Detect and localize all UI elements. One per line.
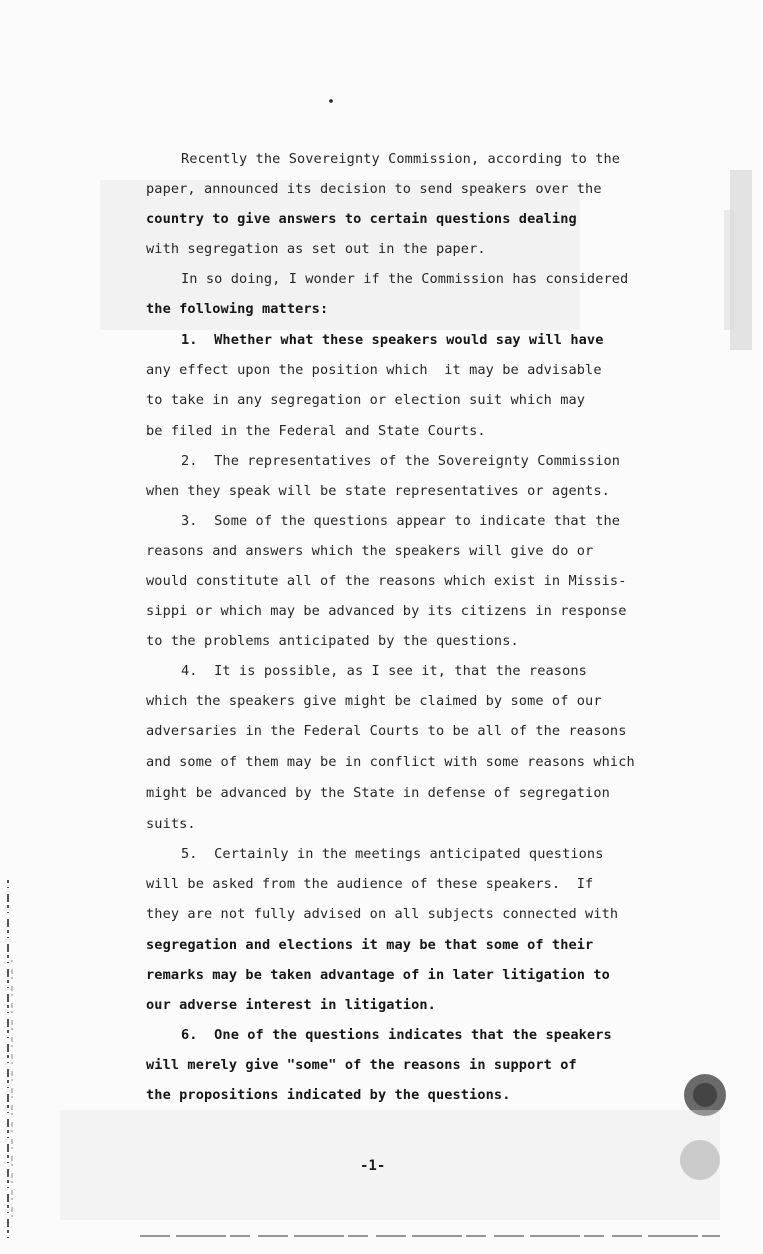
item-6-line-3: the propositions indicated by the questions.: [146, 1087, 511, 1103]
page-number: -1-: [360, 1158, 386, 1174]
item-5-line-4: segregation and elections it may be that some of their: [146, 937, 594, 953]
wonder-line-1: In so doing, I wonder if the Commission has considered: [181, 271, 629, 287]
item-6-line-1: 6. One of the questions indicates that the speakers: [181, 1027, 612, 1043]
item-2-line-2: when they speak will be state representatives or agents.: [146, 483, 610, 499]
item-3-line-5: to the problems anticipated by the questions.: [146, 633, 519, 649]
intro-line-3: country to give answers to certain questions dealing: [146, 211, 577, 227]
item-1-line-3: to take in any segregation or election suit which may: [146, 392, 586, 408]
item-5-line-1: 5. Certainly in the meetings anticipated questions: [181, 846, 604, 862]
item-4-line-3: adversaries in the Federal Courts to be all of the reasons: [146, 723, 627, 739]
intro-line-4: with segregation as set out in the paper.: [146, 241, 486, 257]
item-2-line-1: 2. The representatives of the Sovereignty Commission: [181, 453, 621, 469]
item-6-line-2: will merely give "some" of the reasons in support of: [146, 1057, 577, 1073]
item-3-line-2: reasons and answers which the speakers will give do or: [146, 543, 594, 559]
item-4-line-4: and some of them may be in conflict with some reasons which: [146, 754, 635, 770]
wonder-line-2: the following matters:: [146, 301, 329, 317]
item-4-line-2: which the speakers give might be claimed by some of our: [146, 693, 602, 709]
item-3-line-1: 3. Some of the questions appear to indicate that the: [181, 513, 621, 529]
intro-line-1: Recently the Sovereignty Commission, according to the: [181, 151, 621, 167]
item-4-line-1: 4. It is possible, as I see it, that the reasons: [181, 663, 587, 679]
item-5-line-3: they are not fully advised on all subjects connected with: [146, 906, 619, 922]
item-4-line-5: might be advanced by the State in defense of segregation: [146, 785, 610, 801]
item-3-line-3: would constitute all of the reasons which exist in Missis-: [146, 573, 627, 589]
item-3-line-4: sippi or which may be advanced by its citizens in response: [146, 603, 627, 619]
item-1-line-4: be filed in the Federal and State Courts.: [146, 423, 486, 439]
intro-line-2: paper, announced its decision to send speakers over the: [146, 181, 602, 197]
item-5-line-2: will be asked from the audience of these speakers. If: [146, 876, 594, 892]
item-1-line-1: 1. Whether what these speakers would say will have: [181, 332, 604, 348]
item-5-line-5: remarks may be taken advantage of in later litigation to: [146, 967, 610, 983]
item-5-line-6: our adverse interest in litigation.: [146, 997, 436, 1013]
item-4-line-6: suits.: [146, 816, 196, 832]
item-1-line-2: any effect upon the position which it may be advisable: [146, 362, 602, 378]
